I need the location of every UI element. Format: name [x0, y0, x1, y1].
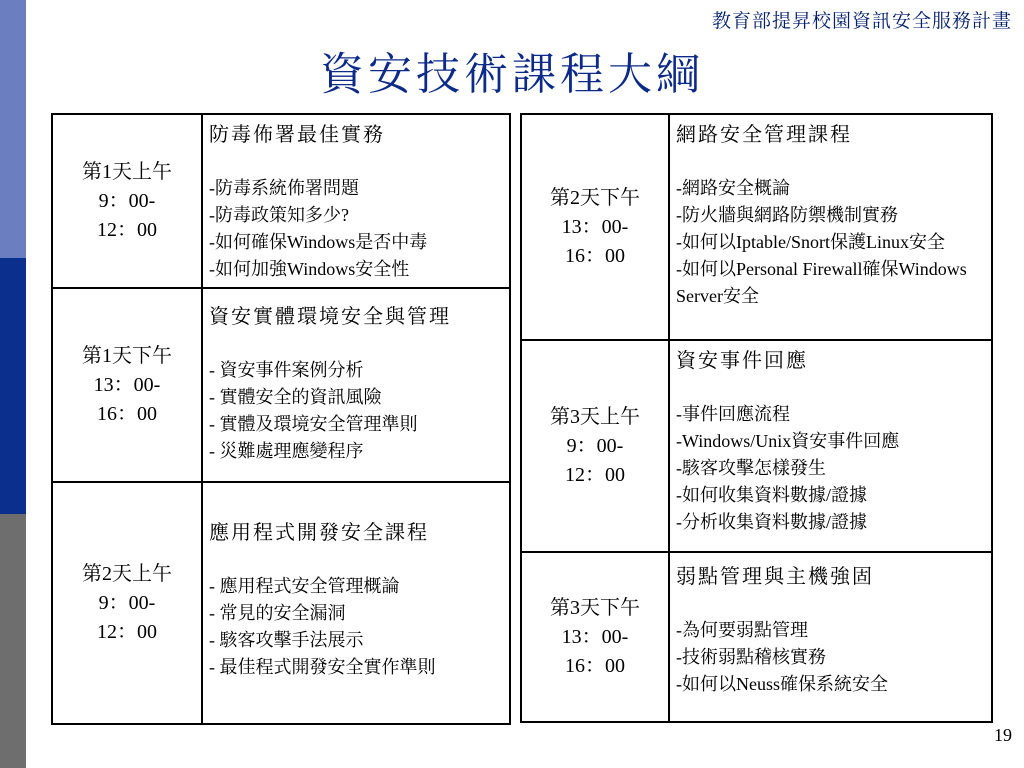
- session-content-cell: [669, 114, 992, 340]
- course-topic: -如何以Iptable/Snort保護Linux安全: [676, 232, 945, 252]
- course-topic: -駭客攻擊怎樣發生: [676, 458, 826, 478]
- session-row: [52, 114, 510, 288]
- schedule-table-right: [520, 113, 993, 723]
- course-title: 弱點管理與主機強固: [676, 566, 874, 588]
- course-title: 防毒佈署最佳實務: [209, 124, 385, 146]
- course-topic: -如何加強Windows安全性: [209, 259, 410, 279]
- course-topic: -如何收集資料數據/證據: [676, 485, 867, 505]
- session-end: 12：00: [565, 463, 625, 486]
- course-topic: - 實體安全的資訊風險: [209, 387, 382, 407]
- session-start: 9：00-: [98, 189, 156, 212]
- session-start: 13：00-: [561, 625, 629, 648]
- course-topic: -Windows/Unix資安事件回應: [676, 431, 900, 451]
- session-time-cell: [52, 114, 202, 288]
- session-content-cell: [202, 288, 510, 482]
- session-end: 16：00: [565, 654, 625, 677]
- session-time-cell: [52, 482, 202, 724]
- session-start: 9：00-: [566, 434, 624, 457]
- session-row: [521, 552, 992, 722]
- session-row: [52, 288, 510, 482]
- course-topic: - 常見的安全漏洞: [209, 603, 346, 623]
- session-day: 第3天上午: [550, 405, 640, 428]
- session-end: 12：00: [97, 218, 157, 241]
- session-content-cell: [202, 114, 510, 288]
- session-end: 16：00: [97, 402, 157, 425]
- session-row: [52, 482, 510, 724]
- course-topic: - 駭客攻擊手法展示: [209, 630, 364, 650]
- course-topic: - 災難處理應變程序: [209, 441, 364, 461]
- session-end: 12：00: [97, 620, 157, 643]
- schedule-table-left: [51, 113, 511, 725]
- course-topic: -分析收集資料數據/證據: [676, 512, 867, 532]
- session-content-cell: [669, 552, 992, 722]
- course-title: 應用程式開發安全課程: [209, 522, 429, 544]
- course-topic: -網路安全概論: [676, 178, 790, 198]
- course-title: 資安實體環境安全與管理: [209, 306, 451, 328]
- organization-label: 教育部提昇校園資訊安全服務計畫: [711, 11, 1012, 32]
- session-start: 13：00-: [561, 215, 629, 238]
- course-topic: - 實體及環境安全管理準則: [209, 414, 418, 434]
- course-topic: -防毒政策知多少?: [209, 205, 349, 225]
- session-time-cell: [521, 552, 669, 722]
- page-number: 19: [994, 725, 1012, 745]
- course-topic: -如何確保Windows是否中毒: [209, 232, 428, 252]
- session-day: 第3天下午: [550, 596, 640, 619]
- sidebar-band-dark: [0, 258, 26, 514]
- session-time-cell: [52, 288, 202, 482]
- session-time-cell: [521, 114, 669, 340]
- course-topic: -如何以Neuss確保系統安全: [676, 674, 888, 694]
- course-topic: -如何以Personal Firewall確保Windows Server安全: [676, 259, 967, 306]
- session-day: 第2天下午: [550, 186, 640, 209]
- course-topic: -為何要弱點管理: [676, 620, 808, 640]
- session-content-cell: [669, 340, 992, 552]
- session-row: [521, 114, 992, 340]
- session-start: 9：00-: [98, 591, 156, 614]
- course-topic: - 資安事件案例分析: [209, 360, 364, 380]
- slide-sidebar: [0, 0, 26, 768]
- course-topic: -防毒系統佈署問題: [209, 178, 359, 198]
- session-day: 第2天上午: [82, 562, 172, 585]
- course-topic: - 最佳程式開發安全實作準則: [209, 657, 436, 677]
- session-content-cell: [202, 482, 510, 724]
- slide-title: 資安技術課程大綱: [320, 50, 704, 99]
- session-day: 第1天下午: [82, 344, 172, 367]
- session-start: 13：00-: [93, 373, 161, 396]
- session-row: [521, 340, 992, 552]
- course-topic: -事件回應流程: [676, 404, 790, 424]
- course-title: 資安事件回應: [676, 350, 808, 372]
- sidebar-band-gray: [0, 514, 26, 768]
- course-topic: -防火牆與網路防禦機制實務: [676, 205, 898, 225]
- session-day: 第1天上午: [82, 160, 172, 183]
- session-time-cell: [521, 340, 669, 552]
- course-topic: -技術弱點稽核實務: [676, 647, 826, 667]
- course-title: 網路安全管理課程: [676, 124, 852, 146]
- session-end: 16：00: [565, 244, 625, 267]
- course-topic: - 應用程式安全管理概論: [209, 576, 400, 596]
